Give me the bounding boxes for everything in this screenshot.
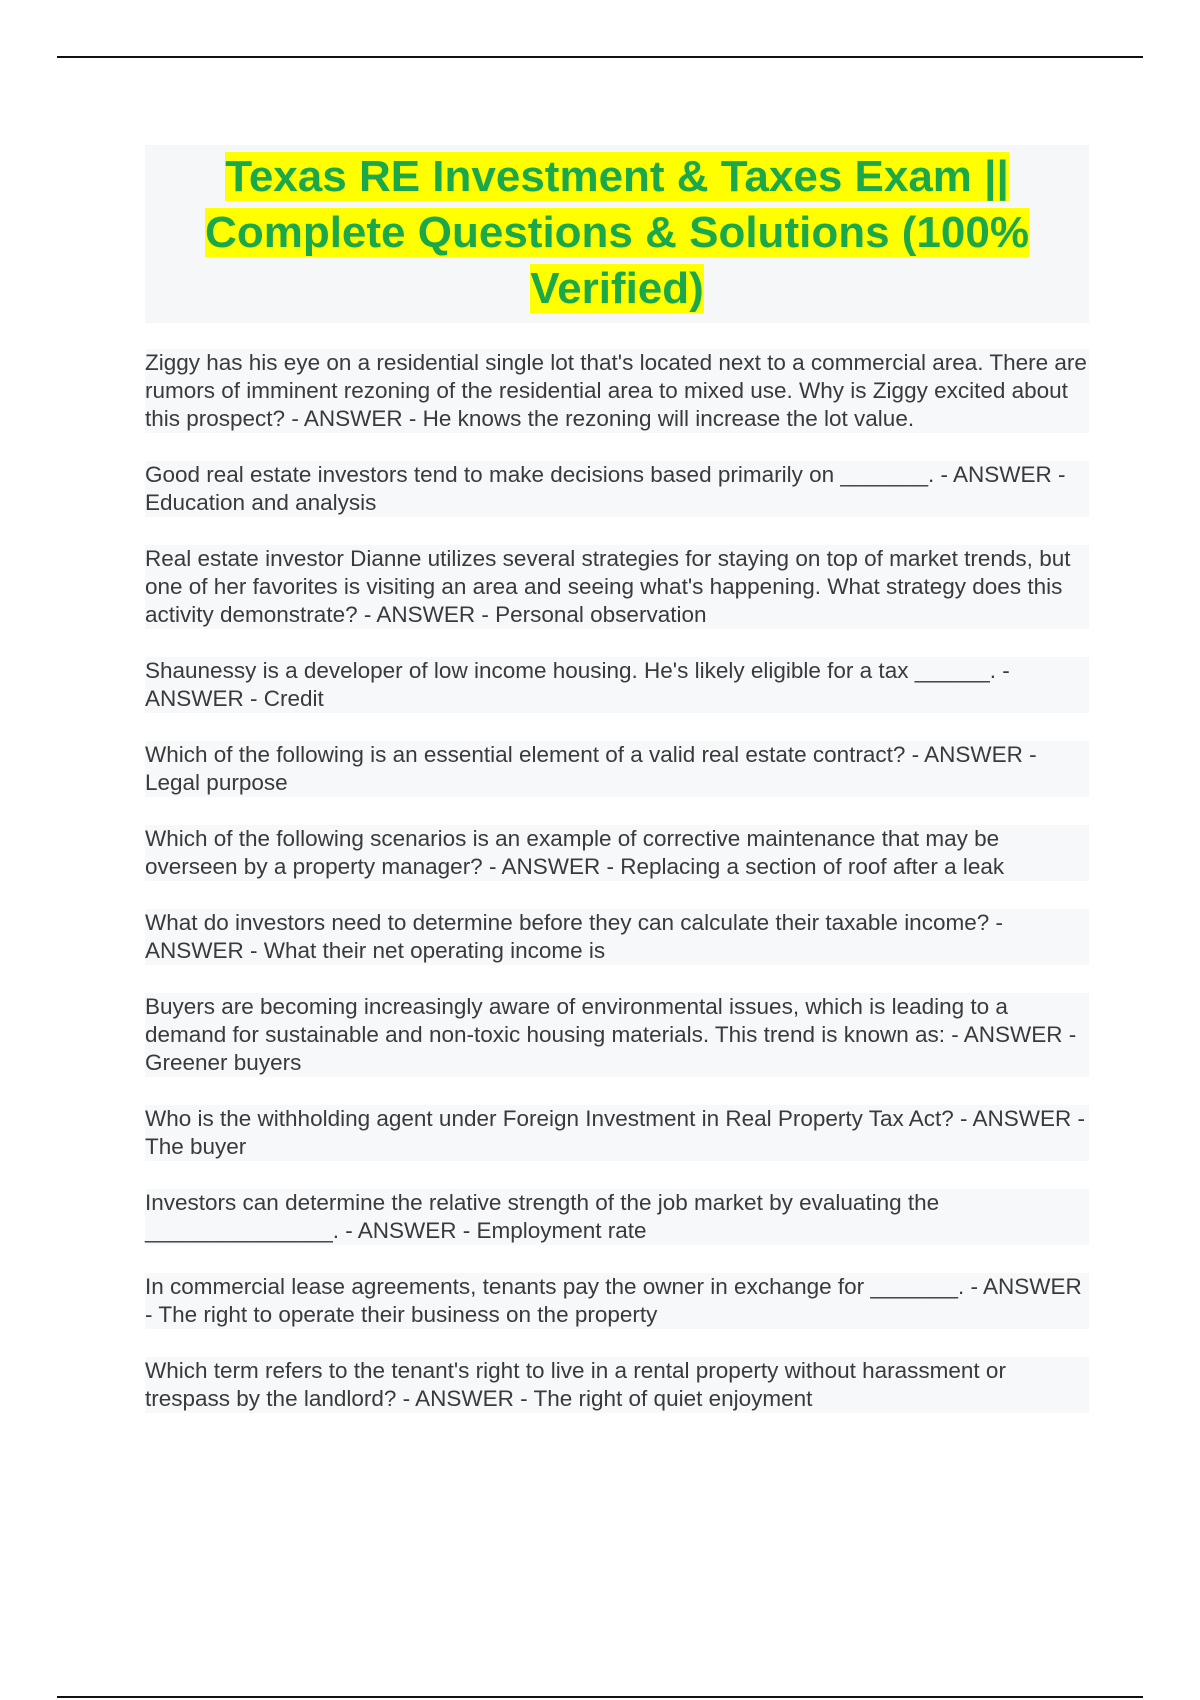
qa-item-11: In commercial lease agreements, tenants pay the owner in exchange for _______. - ANSWER - The right to operate their business on the property xyxy=(145,1273,1089,1329)
document-body xyxy=(145,145,1089,1441)
qa-item-10: Investors can determine the relative strength of the job market by evaluating the _______________. - ANSWER - Employment rate xyxy=(145,1189,1089,1245)
qa-item-7: What do investors need to determine before they can calculate their taxable income? - ANSWER - What their net operating income is xyxy=(145,909,1089,965)
qa-item-2: Good real estate investors tend to make decisions based primarily on _______. - ANSWER - Education and analysis xyxy=(145,461,1089,517)
header-rule xyxy=(57,56,1143,58)
qa-item-12: Which term refers to the tenant's right to live in a rental property without harassment or trespass by the landlord? - ANSWER - The right of quiet enjoyment xyxy=(145,1357,1089,1413)
document-title xyxy=(145,149,1089,317)
footer-rule xyxy=(57,1696,1143,1698)
qa-item-1: Ziggy has his eye on a residential single lot that's located next to a commercial area. There are rumors of imminent rezoning of the residential area to mixed use. Why is Ziggy excited about this prospect? - ANSWER - He knows the rezoning will increase the lot value. xyxy=(145,349,1089,433)
qa-item-9: Who is the withholding agent under Foreign Investment in Real Property Tax Act? - ANSWER - The buyer xyxy=(145,1105,1089,1161)
qa-item-6: Which of the following scenarios is an example of corrective maintenance that may be overseen by a property manager? - ANSWER - Replacing a section of roof after a leak xyxy=(145,825,1089,881)
qa-item-3: Real estate investor Dianne utilizes several strategies for staying on top of market trends, but one of her favorites is visiting an area and seeing what's happening. What strategy does this activity demonstrate? - ANSWER - Personal observation xyxy=(145,545,1089,629)
qa-item-4: Shaunessy is a developer of low income housing. He's likely eligible for a tax ______. - ANSWER - Credit xyxy=(145,657,1089,713)
document-title-text: Texas RE Investment & Taxes Exam || Complete Questions & Solutions (100% Verified) xyxy=(205,152,1029,313)
qa-item-5: Which of the following is an essential element of a valid real estate contract? - ANSWER - Legal purpose xyxy=(145,741,1089,797)
qa-item-8: Buyers are becoming increasingly aware of environmental issues, which is leading to a demand for sustainable and non-toxic housing materials. This trend is known as: - ANSWER - Greener buyers xyxy=(145,993,1089,1077)
title-block xyxy=(145,145,1089,323)
